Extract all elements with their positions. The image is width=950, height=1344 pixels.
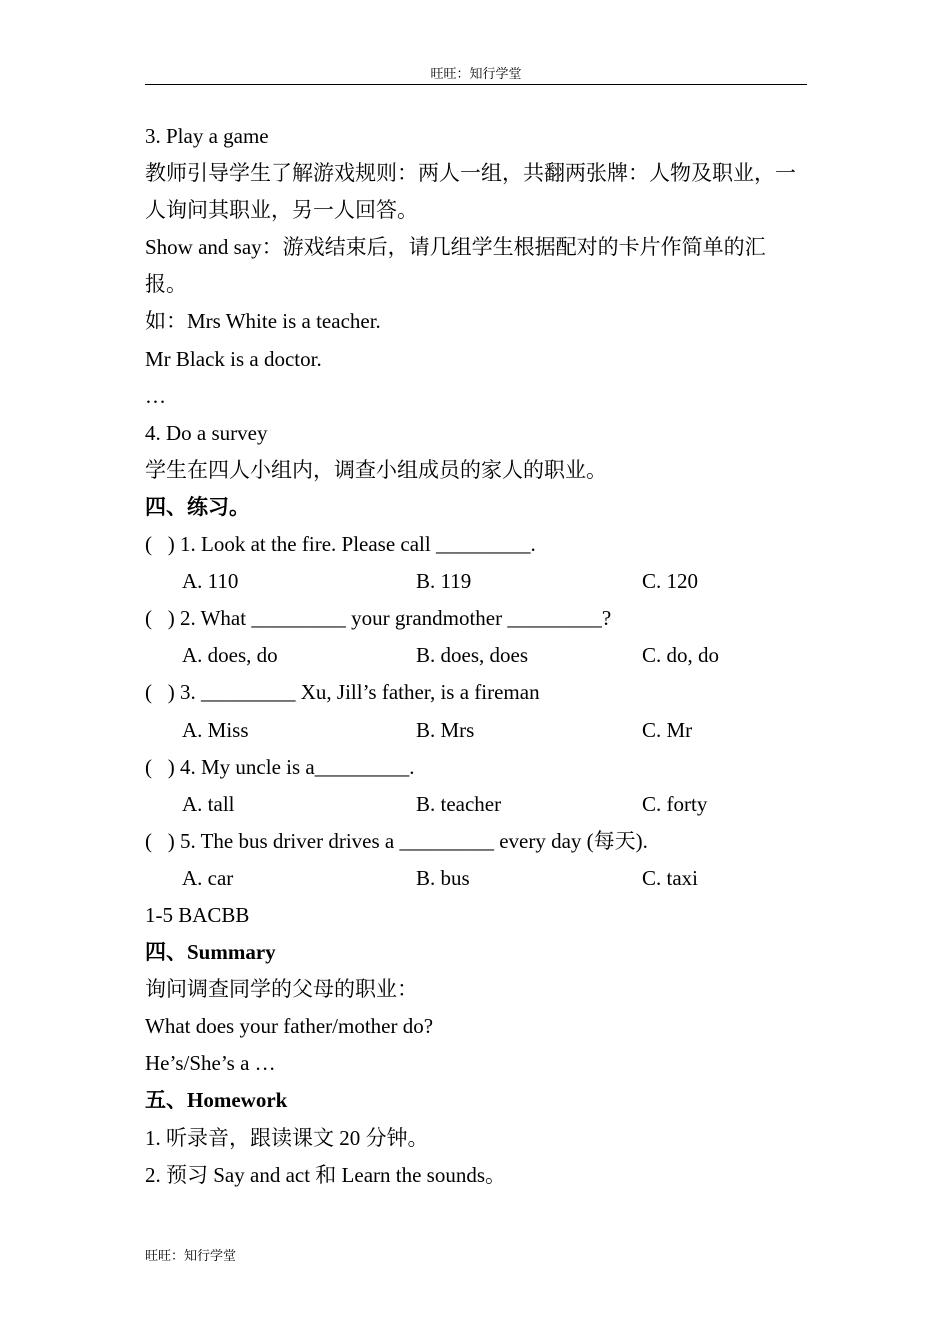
question-3-options — [145, 712, 807, 749]
question-4-options — [145, 786, 807, 823]
option-b: B. 119 — [416, 569, 472, 594]
ellipsis: … — [145, 383, 166, 408]
option-a: A. does, do — [182, 643, 278, 668]
question-5-stem: ( ) 5. The bus driver drives a _________ every day (每天). — [145, 828, 648, 853]
answer-key: 1-5 BACBB — [145, 902, 250, 927]
summary-line-2: What does your father/mother do? — [145, 1014, 434, 1039]
homework-item-1: 1. 听录音，跟读课文 20 分钟。 — [145, 1125, 429, 1150]
survey-heading: 4. Do a survey — [145, 420, 268, 445]
option-b: B. teacher — [416, 791, 502, 816]
option-a: A. Miss — [182, 717, 249, 742]
question-1-options — [145, 563, 807, 600]
show-and-say: Show and say：游戏结束后，请几组学生根据配对的卡片作简单的汇报。 — [145, 235, 766, 297]
option-b: B. Mrs — [416, 717, 475, 742]
question-2-options — [145, 637, 807, 674]
homework-item-2: 2. 预习 Say and act 和 Learn the sounds。 — [145, 1162, 507, 1187]
game-heading: 3. Play a game — [145, 124, 269, 148]
option-b: B. bus — [416, 865, 470, 890]
option-b: B. does, does — [416, 643, 528, 668]
option-c: C. do, do — [642, 643, 720, 668]
summary-heading: 四、Summary — [145, 940, 276, 965]
document-body — [145, 118, 807, 1194]
example-line-1: 如：Mrs White is a teacher. — [145, 309, 381, 334]
homework-heading: 五、Homework — [145, 1088, 288, 1113]
summary-line-3: He’s/She’s a … — [145, 1051, 276, 1076]
survey-text: 学生在四人小组内，调查小组成员的家人的职业。 — [145, 457, 607, 482]
question-4-stem: ( ) 4. My uncle is a_________. — [145, 754, 415, 779]
option-c: C. forty — [642, 791, 708, 816]
question-5-options — [145, 860, 807, 897]
option-a: A. car — [182, 865, 234, 890]
question-2-stem: ( ) 2. What _________ your grandmother _________? — [145, 606, 612, 631]
game-rules: 教师引导学生了解游戏规则：两人一组，共翻两张牌：人物及职业，一人询问其职业，另一人回答。 — [145, 161, 796, 223]
option-c: C. Mr — [642, 717, 693, 742]
page-header: 旺旺：知行学堂 — [145, 66, 807, 85]
option-a: A. tall — [182, 791, 235, 816]
question-3-stem: ( ) 3. _________ Xu, Jill’s father, is a fireman — [145, 680, 540, 705]
example-line-2: Mr Black is a doctor. — [145, 346, 322, 371]
option-c: C. 120 — [642, 569, 699, 594]
option-a: A. 110 — [182, 569, 239, 594]
practice-heading: 四、练习。 — [145, 494, 250, 519]
question-1-stem: ( ) 1. Look at the fire. Please call _________. — [145, 532, 536, 557]
summary-line-1: 询问调查同学的父母的职业： — [145, 977, 418, 1002]
option-c: C. taxi — [642, 865, 698, 890]
page-footer: 旺旺：知行学堂 — [145, 1248, 237, 1263]
